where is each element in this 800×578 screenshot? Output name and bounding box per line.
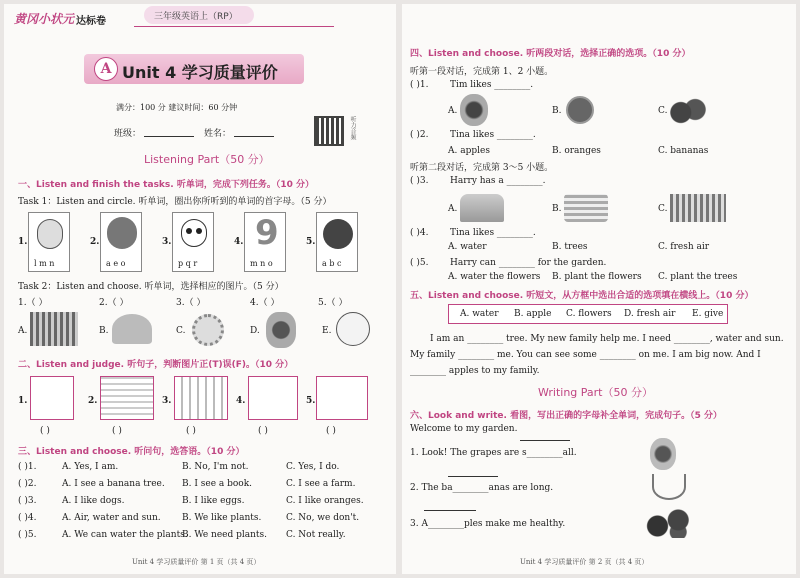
s3-opt-a: A. Air, water and sun.: [62, 513, 161, 523]
s3-opt-a: A. I see a banana tree.: [62, 479, 165, 489]
judge-answer[interactable]: ( ): [186, 426, 196, 436]
s2-num: 1.: [18, 396, 28, 406]
class-label: 班级：: [114, 129, 142, 139]
unit-title: Unit 4 学习质量评价: [122, 63, 278, 82]
orange-icon: [566, 96, 594, 124]
grapes-image: [266, 312, 296, 348]
q1-opt-a: A.: [448, 106, 458, 116]
writing-part-heading: Writing Part（50 分）: [538, 386, 653, 399]
letter-choices[interactable]: a b c: [322, 259, 342, 268]
s3-num[interactable]: ( )3.: [18, 496, 37, 506]
page-footer: Unit 4 学习质量评价 第 2 页（共 4 页）: [520, 558, 649, 566]
s2-num: 2.: [88, 396, 98, 406]
q4-opt-b: B. trees: [552, 242, 588, 252]
qr-label: 听力音频: [349, 116, 356, 140]
task2-answer[interactable]: 2.（ ）: [99, 298, 129, 308]
s4-intro2: 听第二段对话，完成第 3～5 小题。: [410, 163, 554, 173]
choice-letter: A.: [18, 326, 28, 336]
s3-opt-c: C. I like oranges.: [286, 496, 364, 506]
q2-text: Tina likes ________.: [450, 130, 536, 140]
header-rule: [134, 26, 334, 27]
s3-opt-c: C. No, we don't.: [286, 513, 360, 523]
w2-blank-top: [448, 476, 498, 477]
q2-opt-c: C. bananas: [658, 146, 709, 156]
s3-opt-b: B. We need plants.: [182, 530, 268, 540]
task1-num: 5.: [306, 237, 316, 247]
choice-letter: B.: [99, 326, 109, 336]
q5-text: Harry can ________ for the garden.: [450, 258, 607, 268]
q1-text: Tim likes ________.: [450, 80, 534, 90]
q2-num[interactable]: ( )2.: [410, 130, 429, 140]
q3-text: Harry has a ________.: [450, 176, 546, 186]
task2-answer[interactable]: 4.（ ）: [250, 298, 280, 308]
s3-num[interactable]: ( )5.: [18, 530, 37, 540]
task1-card: [244, 212, 286, 272]
q5-opt-a: A. water the flowers: [448, 272, 541, 282]
section2-title: 二、Listen and judge. 听句子，判断图片正(T)误(F)。（10 分）: [18, 360, 294, 370]
task1-num: 2.: [90, 237, 100, 247]
judge-image-trees: [174, 376, 228, 420]
letter-choices[interactable]: m n o: [250, 259, 273, 268]
school-building-image: [30, 312, 78, 346]
water-splash-image: [112, 314, 152, 344]
s3-opt-c: C. Yes, I do.: [286, 462, 340, 472]
monkey-icon: [37, 219, 63, 249]
word-option: E. give: [692, 309, 724, 319]
letter-choices[interactable]: p q r: [178, 259, 198, 268]
q4-opt-a: A. water: [448, 242, 487, 252]
q4-num[interactable]: ( )4.: [410, 228, 429, 238]
passage-line: I am an ________ tree. My new family help me. I need ________, water and sun.: [430, 334, 784, 344]
choice-letter: C.: [176, 326, 186, 336]
name-label: 姓名：: [204, 129, 232, 139]
qr-code[interactable]: [314, 116, 344, 146]
w1-blank-top: [520, 440, 570, 441]
q2-opt-a: A. apples: [448, 146, 490, 156]
task1-instruction: Task 1：Listen and circle. 听单词，圈出你所听到的单词的首字母。（5 分）: [18, 197, 332, 207]
apples-icon: [646, 508, 692, 538]
passage-line: ________ apples to my family.: [410, 366, 540, 376]
s4-intro1: 听第一段对话，完成第 1、2 小题。: [410, 67, 554, 77]
task2-answer[interactable]: 1.（ ）: [18, 298, 48, 308]
task1-num: 4.: [234, 237, 244, 247]
q1-opt-b: B.: [552, 106, 562, 116]
letter-choices[interactable]: a e o: [106, 259, 126, 268]
section1-title: 一、Listen and finish the tasks. 听单词，完成下列任务。（10 分）: [18, 180, 314, 190]
s3-opt-c: C. Not really.: [286, 530, 346, 540]
judge-image-boy-tree: [316, 376, 368, 420]
judge-image-flowers: [248, 376, 298, 420]
listening-part-heading: Listening Part（50 分）: [144, 153, 270, 166]
apple-icon: [323, 219, 353, 249]
judge-image-banana-apple: [30, 376, 74, 420]
letter-choices[interactable]: l m n: [34, 259, 55, 268]
exam-meta: 满分：100 分 建议时间：60 分钟: [116, 103, 238, 112]
s3-opt-a: A. I like dogs.: [62, 496, 125, 506]
panda-icon: [181, 219, 207, 247]
section4-title: 四、Listen and choose. 听两段对话，选择正确的选项。（10 分）: [410, 49, 691, 59]
q3-opt-a: A.: [448, 204, 458, 214]
task1-card: [316, 212, 358, 272]
task2-answer[interactable]: 3.（ ）: [176, 298, 206, 308]
section6-title: 六、Look and write. 看图，写出正确的字母补全单词，完成句子。（5 分）: [410, 411, 722, 421]
s3-num[interactable]: ( )2.: [18, 479, 37, 489]
section3-title: 三、Listen and choose. 听问句，选答语。（10 分）: [18, 447, 245, 457]
judge-answer[interactable]: ( ): [112, 426, 122, 436]
task1-num: 1.: [18, 237, 28, 247]
bananas-icon: [652, 474, 686, 500]
word-option: D. fresh air: [624, 309, 676, 319]
s2-num: 3.: [162, 396, 172, 406]
q1-opt-c: C.: [658, 106, 668, 116]
q5-opt-b: B. plant the flowers: [552, 272, 642, 282]
name-blank[interactable]: [234, 136, 274, 137]
grapes-icon: [650, 438, 676, 470]
word-option: A. water: [460, 309, 499, 319]
s3-opt-a: A. Yes, I am.: [62, 462, 119, 472]
series-logo: 黄冈小状元: [14, 12, 75, 26]
sun-image: [192, 314, 224, 346]
s3-opt-a: A. We can water the plants.: [62, 530, 188, 540]
s3-opt-b: B. I see a book.: [182, 479, 253, 489]
flower-image: [336, 312, 370, 346]
judge-answer[interactable]: ( ): [258, 426, 268, 436]
q4-text: Tina likes ________.: [450, 228, 536, 238]
series-sub: 达标卷: [76, 16, 106, 27]
page-footer: Unit 4 学习质量评价 第 1 页（共 4 页）: [132, 558, 261, 566]
task1-card: [28, 212, 70, 272]
garden-icon: [460, 194, 504, 222]
q5-num[interactable]: ( )5.: [410, 258, 429, 268]
q3-num[interactable]: ( )3.: [410, 176, 429, 186]
s3-num[interactable]: ( )1.: [18, 462, 37, 472]
task1-card: [100, 212, 142, 272]
task1-num: 3.: [162, 237, 172, 247]
grade-tag: 三年级英语上（RP）: [154, 12, 238, 22]
banner-a-badge: A: [94, 57, 118, 81]
passage-line: My family ________ me. You can see some ________ on me. I am big now. And I: [410, 350, 761, 360]
s3-opt-b: B. I like eggs.: [182, 496, 245, 506]
word-option: C. flowers: [566, 309, 612, 319]
choice-letter: D.: [250, 326, 260, 336]
q2-opt-b: B. oranges: [552, 146, 601, 156]
judge-image-farm: [100, 376, 154, 420]
q5-opt-c: C. plant the trees: [658, 272, 738, 282]
task2-instruction: Task 2：Listen and choose. 听单词，选择相应的图片。（5 分）: [18, 282, 284, 292]
grapes-icon: [460, 94, 488, 126]
q1-num[interactable]: ( )1.: [410, 80, 429, 90]
word-option: B. apple: [514, 309, 552, 319]
orange-icon: [107, 217, 137, 249]
s3-opt-b: B. We like plants.: [182, 513, 262, 523]
w3-blank-top: [424, 510, 476, 511]
judge-answer[interactable]: ( ): [40, 426, 50, 436]
choice-letter: E.: [322, 326, 332, 336]
oranges-pair-icon: [670, 96, 706, 126]
q3-opt-b: B.: [552, 204, 562, 214]
left-page: [4, 4, 396, 574]
q4-opt-c: C. fresh air: [658, 242, 710, 252]
s3-opt-b: B. No, I'm not.: [182, 462, 249, 472]
q3-opt-c: C.: [658, 204, 668, 214]
w2-text[interactable]: 2. The ba________anas are long.: [410, 483, 554, 493]
judge-answer[interactable]: ( ): [326, 426, 336, 436]
s3-num[interactable]: ( )4.: [18, 513, 37, 523]
section5-title: 五、Listen and choose. 听短文，从方框中选出合适的选项填在横线上。（10 分）: [410, 291, 754, 301]
right-page: [402, 4, 796, 574]
number-nine-icon: 9: [255, 213, 279, 253]
welcome-text: Welcome to my garden.: [410, 424, 518, 434]
s2-num: 4.: [236, 396, 246, 406]
farm-icon: [564, 194, 608, 222]
s3-opt-c: C. I see a farm.: [286, 479, 356, 489]
task2-answer[interactable]: 5.（ ）: [318, 298, 348, 308]
w1-text[interactable]: 1. Look! The grapes are s________all.: [410, 448, 577, 458]
school-icon: [670, 194, 726, 222]
s2-num: 5.: [306, 396, 316, 406]
class-blank[interactable]: [144, 136, 194, 137]
task1-card: [172, 212, 214, 272]
w3-text[interactable]: 3. A________ples make me healthy.: [410, 519, 566, 529]
